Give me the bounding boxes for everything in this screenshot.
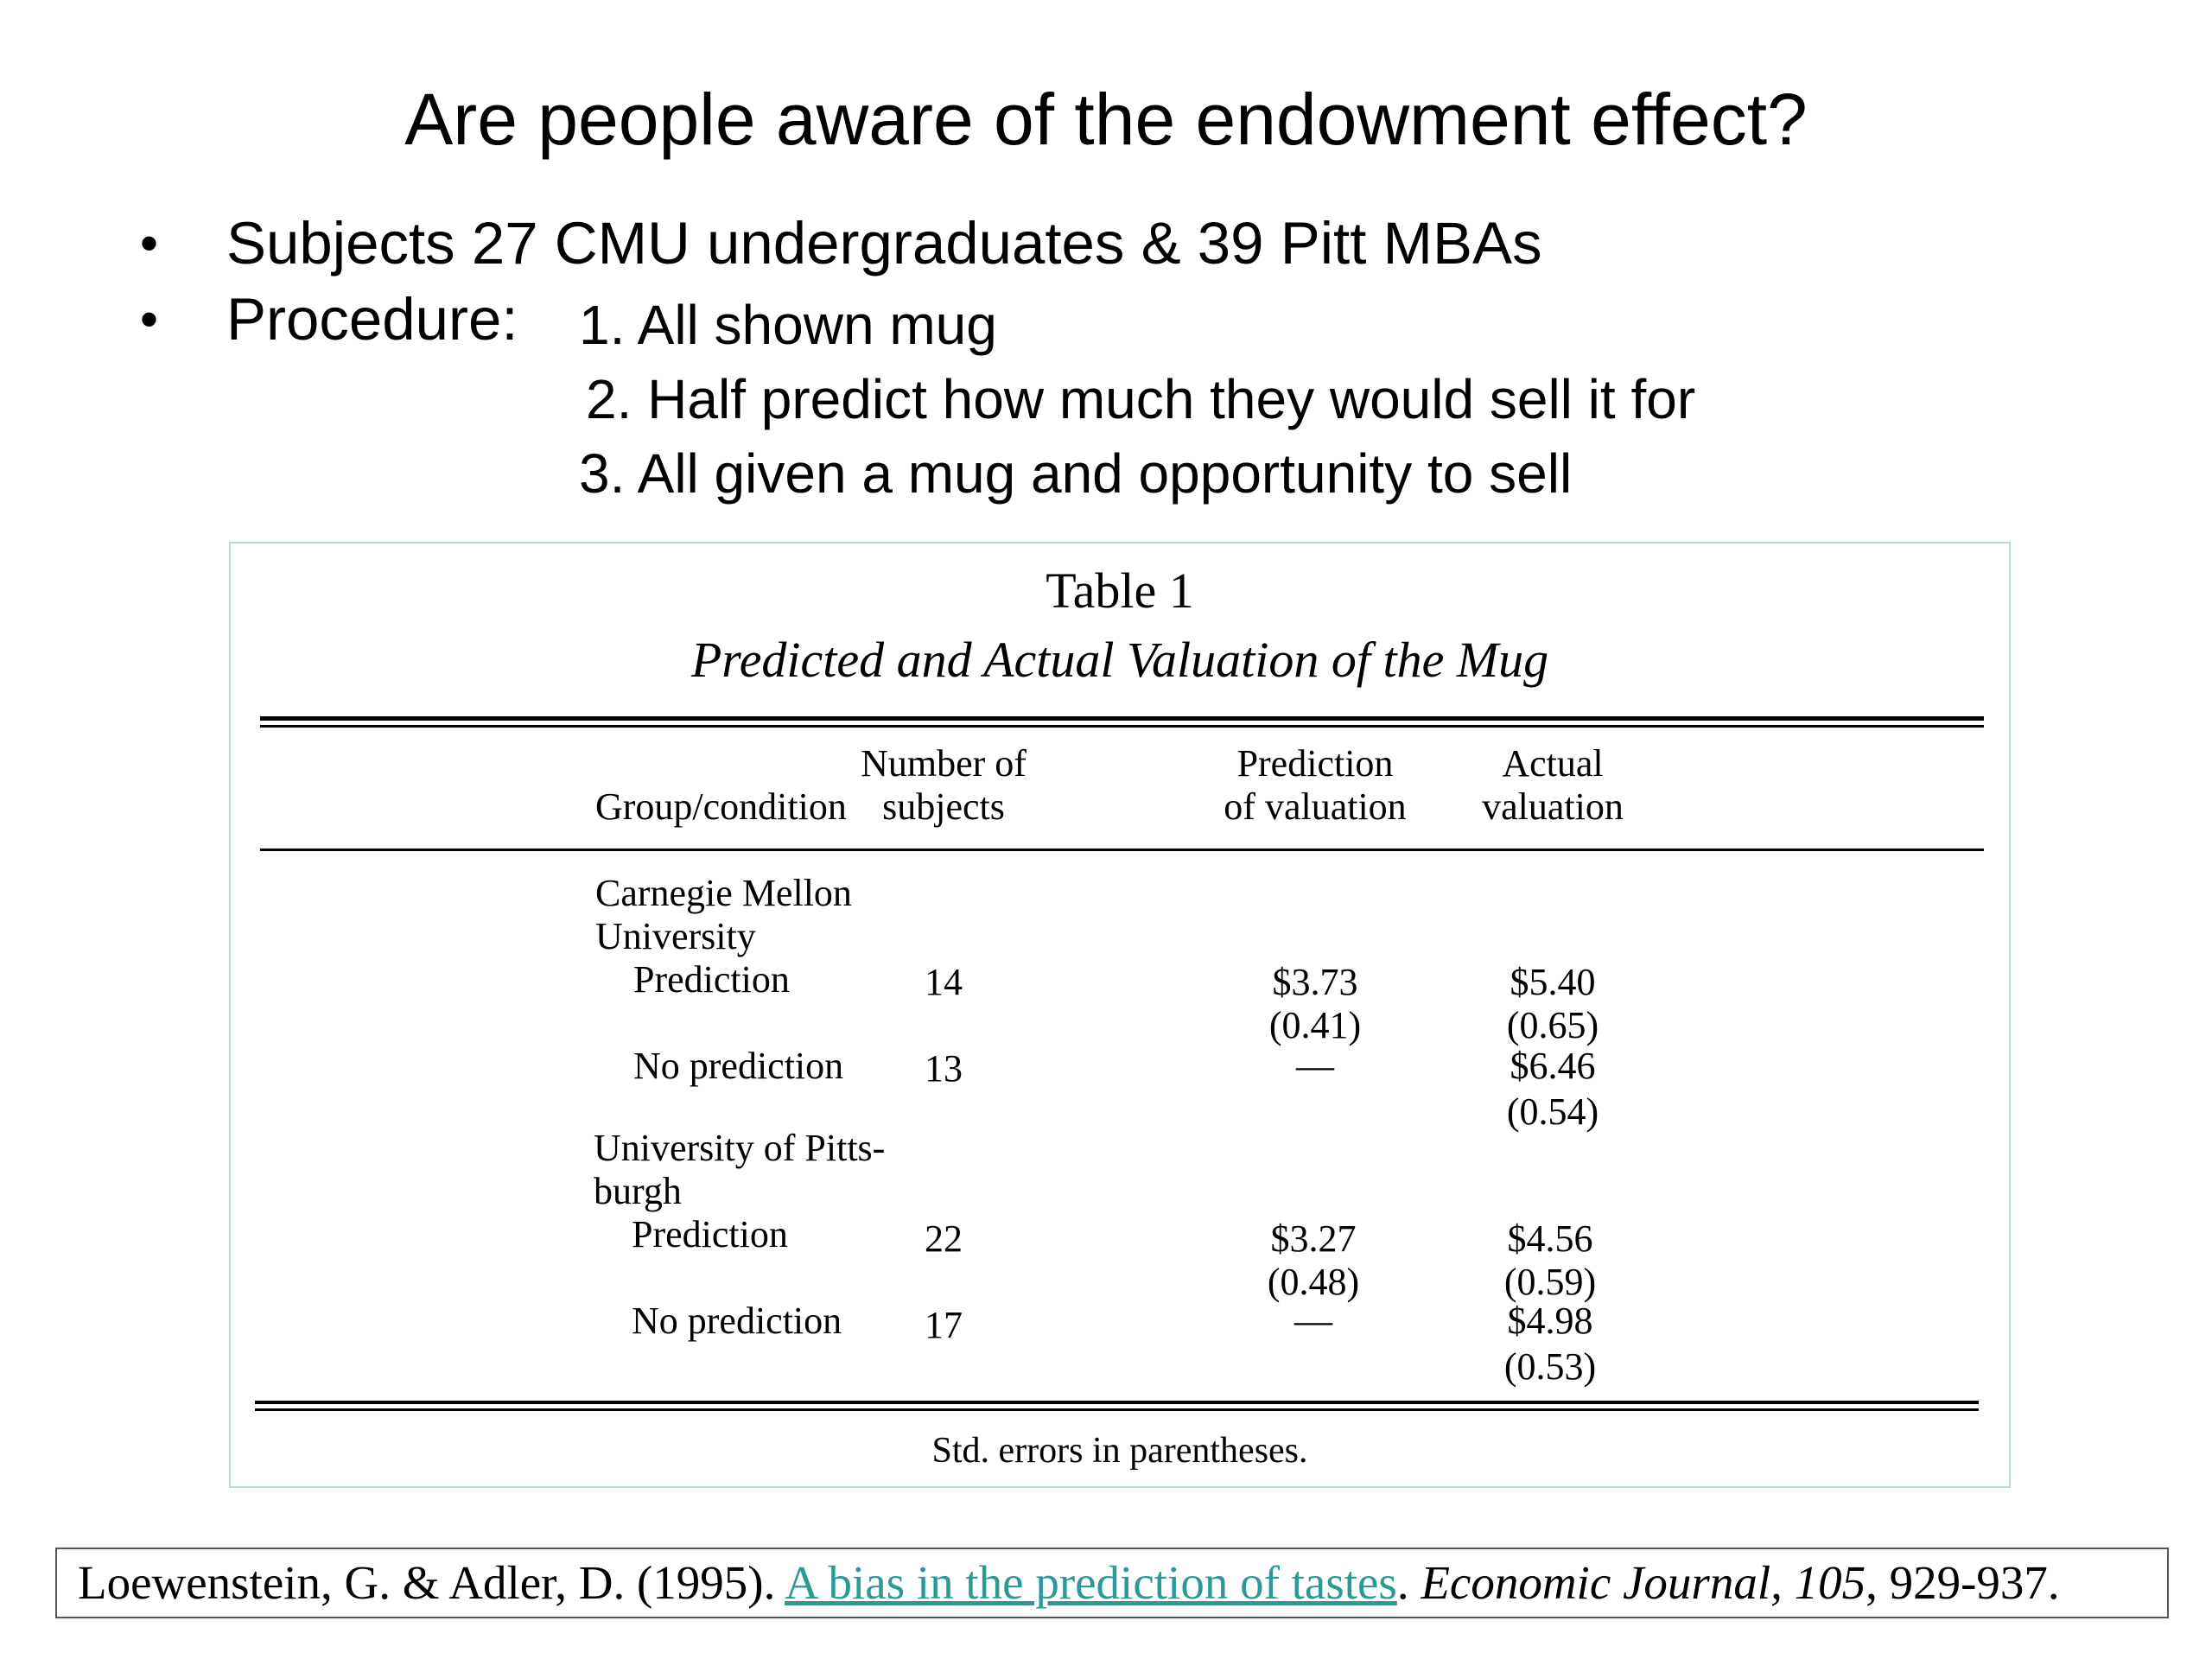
row-n: 17 — [925, 1304, 963, 1346]
row-actual: $4.56 — [1507, 1217, 1593, 1260]
row-actual-se: (0.54) — [1506, 1090, 1599, 1133]
procedure-step-3: 3. All given a mug and opportunity to sell — [579, 442, 1573, 505]
row-condition: No prediction — [633, 1045, 844, 1087]
row-actual-se: (0.59) — [1503, 1261, 1597, 1303]
table-top-rule-inner — [260, 725, 1984, 728]
bullet-procedure-label: Procedure: — [226, 286, 518, 353]
row-actual: $6.46 — [1510, 1045, 1596, 1087]
header-actual-line1: Actual — [1502, 742, 1604, 785]
table-bottom-rule — [255, 1401, 1979, 1404]
procedure-step-2: 2. Half predict how much they would sell it for — [586, 368, 1696, 430]
header-group: Group/condition — [595, 785, 847, 828]
procedure-step-1: 1. All shown mug — [579, 294, 997, 356]
citation-pages: , 929-937. — [1866, 1556, 2060, 1609]
row-condition: Prediction — [632, 1213, 788, 1255]
header-prediction-line2: of valuation — [1224, 785, 1407, 828]
table-title: Table 1 — [1046, 563, 1194, 619]
row-condition: No prediction — [632, 1300, 842, 1342]
bullet-subjects-text: Subjects 27 CMU undergraduates & 39 Pitt MBAs — [226, 210, 1542, 276]
table-note: Std. errors in parentheses. — [931, 1431, 1308, 1471]
row-actual-se: (0.65) — [1506, 1004, 1599, 1046]
citation-after-link: . — [1396, 1556, 1421, 1609]
slide-title: Are people aware of the endowment effect? — [404, 79, 1808, 160]
bullet-dot-icon: • — [140, 290, 159, 348]
row-prediction: — — [1294, 1300, 1332, 1342]
row-condition: Prediction — [633, 958, 790, 1001]
row-prediction-se: (0.41) — [1268, 1004, 1362, 1046]
group-name-line1: Carnegie Mellon — [595, 872, 852, 914]
citation-authors: Loewenstein, G. & Adler, D. (1995). — [78, 1556, 785, 1609]
table-subtitle: Predicted and Actual Valuation of the Mug — [690, 632, 1549, 688]
row-actual: $5.40 — [1510, 961, 1596, 1003]
table-header-rule — [260, 849, 1984, 851]
table-bottom-rule-inner — [255, 1408, 1979, 1411]
citation-box — [55, 1548, 2169, 1618]
header-actual-line2: valuation — [1482, 785, 1624, 828]
header-number-line2: subjects — [882, 785, 1005, 828]
citation-link[interactable]: A bias in the prediction of tastes — [785, 1556, 1397, 1609]
row-prediction: — — [1296, 1045, 1334, 1087]
row-prediction: $3.73 — [1272, 961, 1358, 1003]
row-actual-se: (0.53) — [1503, 1345, 1597, 1388]
group-name-line2: burgh — [594, 1170, 682, 1212]
row-prediction-se: (0.48) — [1267, 1261, 1360, 1303]
row-actual: $4.98 — [1507, 1300, 1593, 1342]
table-top-rule — [260, 716, 1984, 721]
bullet-dot-icon: • — [140, 214, 159, 272]
table-figure — [229, 542, 2011, 1488]
row-prediction: $3.27 — [1270, 1217, 1357, 1260]
row-n: 22 — [925, 1217, 963, 1260]
citation-journal: Economic Journal, 105 — [1421, 1556, 1866, 1609]
group-name-line2: University — [595, 915, 756, 957]
group-name-line1: University of Pitts- — [594, 1127, 886, 1169]
row-n: 14 — [925, 961, 963, 1003]
header-number-line1: Number of — [861, 742, 1027, 785]
header-prediction-line1: Prediction — [1236, 742, 1394, 785]
row-n: 13 — [925, 1047, 963, 1090]
